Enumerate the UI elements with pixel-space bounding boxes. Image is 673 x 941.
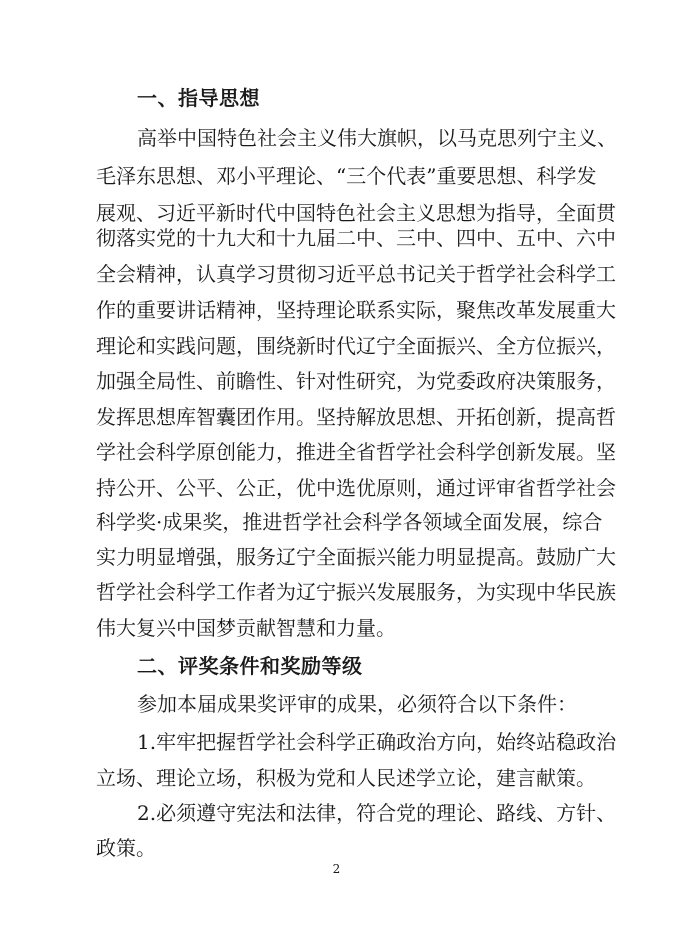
section-heading-award-conditions: 二、评奖条件和奖励等级 bbox=[137, 654, 363, 678]
paragraph-line: 科学奖·成果奖，推进哲学社会科学各领域全面发展，综合 bbox=[96, 510, 603, 534]
conditions-intro: 参加本届成果奖评审的成果，必须符合以下条件： bbox=[137, 692, 577, 716]
paragraph-line: 作的重要讲话精神，坚持理论联系实际，聚焦改革发展重大 bbox=[96, 298, 616, 322]
paragraph-line: 发挥思想库智囊团作用。坚持解放思想、开拓创新，提高哲 bbox=[96, 405, 616, 429]
paragraph-line: 全会精神，认真学习贯彻习近平总书记关于哲学社会科学工 bbox=[96, 262, 616, 286]
condition-item-2-line: 政策。 bbox=[96, 836, 156, 860]
paragraph-line: 彻落实党的十九大和十九届二中、三中、四中、五中、六中 bbox=[96, 226, 616, 250]
paragraph-line: 学社会科学原创能力，推进全省哲学社会科学创新发展。坚 bbox=[96, 440, 616, 464]
paragraph-line: 伟大复兴中国梦贡献智慧和力量。 bbox=[96, 616, 396, 640]
paragraph-line: 持公开、公平、公正，优中选优原则，通过评审省哲学社会 bbox=[96, 476, 616, 500]
paragraph-line: 毛泽东思想、邓小平理论、“三个代表”重要思想、科学发 bbox=[96, 164, 597, 188]
condition-item-1-line: 立场、理论立场，积极为党和人民述学立论，建言献策。 bbox=[96, 766, 596, 790]
paragraph-line: 高举中国特色社会主义伟大旗帜，以马克思列宁主义、 bbox=[137, 126, 617, 150]
paragraph-line: 加强全局性、前瞻性、针对性研究，为党委政府决策服务， bbox=[96, 369, 616, 393]
condition-item-2-line: 2.必须遵守宪法和法律，符合党的理论、路线、方针、 bbox=[137, 801, 617, 825]
paragraph-line: 展观、习近平新时代中国特色社会主义思想为指导，全面贯 bbox=[96, 201, 616, 225]
paragraph-line: 实力明显增强，服务辽宁全面振兴能力明显提高。鼓励广大 bbox=[96, 545, 616, 569]
paragraph-line: 理论和实践问题，围绕新时代辽宁全面振兴、全方位振兴， bbox=[96, 334, 616, 358]
section-heading-guiding-ideology: 一、指导思想 bbox=[137, 86, 260, 110]
paragraph-line: 哲学社会科学工作者为辽宁振兴发展服务，为实现中华民族 bbox=[96, 580, 616, 604]
condition-item-1-line: 1.牢牢把握哲学社会科学正确政治方向，始终站稳政治 bbox=[137, 730, 617, 754]
page-number: 2 bbox=[332, 862, 341, 876]
